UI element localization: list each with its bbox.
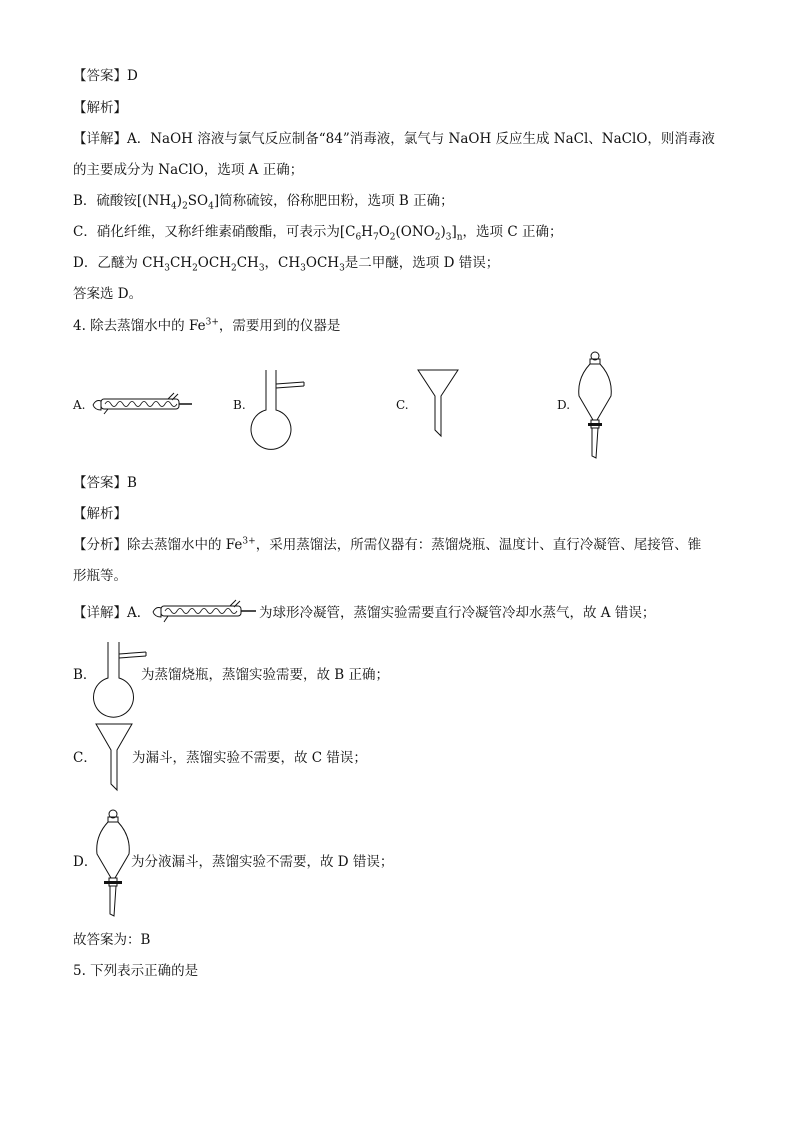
answer-line <box>73 67 138 85</box>
detail-label: 【详解】 <box>73 131 127 147</box>
q4-detail-d-letter: D． <box>73 854 98 870</box>
detail-a-text-2: 的主要成分为 NaClO，选项 A 正确； <box>73 162 304 178</box>
detail-d-och2: OCH <box>197 255 231 271</box>
detail-b-mid2: SO <box>187 193 209 209</box>
q4-detail-b-letter: B． <box>73 667 97 683</box>
sub: 3 <box>300 263 306 274</box>
detail-c-pre: C．硝化纤维，又称纤维素硝酸酯，可表示为[C <box>73 224 356 240</box>
q4-detail-c-text: 为漏斗，蒸馏实验不需要，故 C 错误； <box>132 750 367 766</box>
question-4-stem <box>73 317 340 335</box>
detail-a-text-1: A．NaOH 溶液与氯气反应制备“84”消毒液，氯气与 NaOH 反应生成 NaCl、NaClO，则消毒液 <box>127 131 715 147</box>
answer-label: 【答案】 <box>73 475 127 491</box>
q4-analysis-label: 【解析】 <box>73 506 127 522</box>
sub: n <box>456 232 463 243</box>
fenxi-label: 【分析】 <box>73 537 127 553</box>
conclusion: 答案选 D。 <box>73 286 143 302</box>
sub: 2 <box>182 201 188 212</box>
detail-d-ch3: CH <box>236 255 259 271</box>
q4-fenxi-line-2: 形瓶等。 <box>73 568 127 584</box>
sub: 3 <box>258 263 265 274</box>
sub: 2 <box>230 263 237 274</box>
fenxi-pre: 除去蒸馏水中的 Fe <box>127 537 243 553</box>
detail-d-post: 是二甲醚，选项 D 错误； <box>344 255 500 271</box>
option-a-label: A. <box>73 398 86 412</box>
sub: 6 <box>355 232 362 243</box>
q4-fenxi-line <box>73 536 701 554</box>
q4-detail-c-letter: C． <box>73 750 97 766</box>
detail-d-mid: ，CH <box>264 255 301 271</box>
separatory-funnel-icon <box>93 806 133 918</box>
sup: 3+ <box>205 317 219 328</box>
distilling-flask-icon <box>250 368 310 443</box>
detail-c-o: O <box>378 224 390 240</box>
q4-detail-d-text: 为分液漏斗，蒸馏实验不需要，故 D 错误； <box>131 854 394 870</box>
detail-c-close: ) <box>440 224 446 240</box>
detail-a-letter: A． <box>127 605 151 621</box>
answer-value: B <box>127 475 137 491</box>
detail-d-ch2: CH <box>169 255 193 271</box>
funnel-icon <box>416 368 460 440</box>
sup: 3+ <box>242 536 256 547</box>
detail-c-line <box>73 223 562 241</box>
condenser-icon <box>150 600 258 624</box>
answer-value: D <box>127 68 138 84</box>
stem-pre: 4. 除去蒸馏水中的 Fe <box>73 318 206 334</box>
detail-c-post: ，选项 C 正确； <box>462 224 563 240</box>
q4-final-answer: 故答案为：B <box>73 932 151 948</box>
q4-answer-line <box>73 474 137 492</box>
detail-c-ono: (ONO <box>395 224 435 240</box>
sub: 3 <box>164 263 170 274</box>
separatory-funnel-icon <box>575 348 617 460</box>
option-c-label: C. <box>396 398 409 412</box>
sub: 2 <box>192 263 198 274</box>
sub: 3 <box>339 263 345 274</box>
detail-c-bracket: ] <box>451 224 457 240</box>
detail-b-mid: ) <box>176 193 183 209</box>
analysis-label: 【解析】 <box>73 100 127 116</box>
funnel-icon <box>94 722 134 794</box>
stem-post: ，需要用到的仪器是 <box>218 318 341 334</box>
detail-d-pre: D．乙醚为 CH <box>73 255 165 271</box>
detail-d-line <box>73 254 499 272</box>
option-b-label: B. <box>233 398 246 412</box>
q4-detail-a-text: 为球形冷凝管，蒸馏实验需要直行冷凝管冷却水蒸气，故 A 错误； <box>259 605 656 621</box>
fenxi-post: ，采用蒸馏法，所需仪器有：蒸馏烧瓶、温度计、直行冷凝管、尾接管、锥 <box>255 537 702 553</box>
sub: 4 <box>171 201 177 212</box>
condenser-icon <box>90 392 195 416</box>
sub: 3 <box>445 232 452 243</box>
answer-label: 【答案】 <box>73 68 127 84</box>
sub: 2 <box>389 232 396 243</box>
option-d-label: D. <box>557 398 571 412</box>
detail-b-pre: B．硫酸铵[(NH <box>73 193 172 209</box>
detail-label: 【详解】 <box>73 605 127 621</box>
q4-detail-b-text: 为蒸馏烧瓶，蒸馏实验需要，故 B 正确； <box>141 667 390 683</box>
sub: 4 <box>208 201 214 212</box>
detail-d-och3: OCH <box>305 255 340 271</box>
detail-line-a1 <box>73 130 715 148</box>
detail-c-h: H <box>361 224 373 240</box>
q4-detail-a-lead <box>73 604 150 622</box>
question-5-stem: 5. 下列表示正确的是 <box>73 963 199 979</box>
sub: 2 <box>434 232 441 243</box>
detail-b-line <box>73 192 454 210</box>
sub: 7 <box>372 232 379 243</box>
detail-b-post: ]简称硫铵，俗称肥田粉，选项 B 正确； <box>213 193 454 209</box>
